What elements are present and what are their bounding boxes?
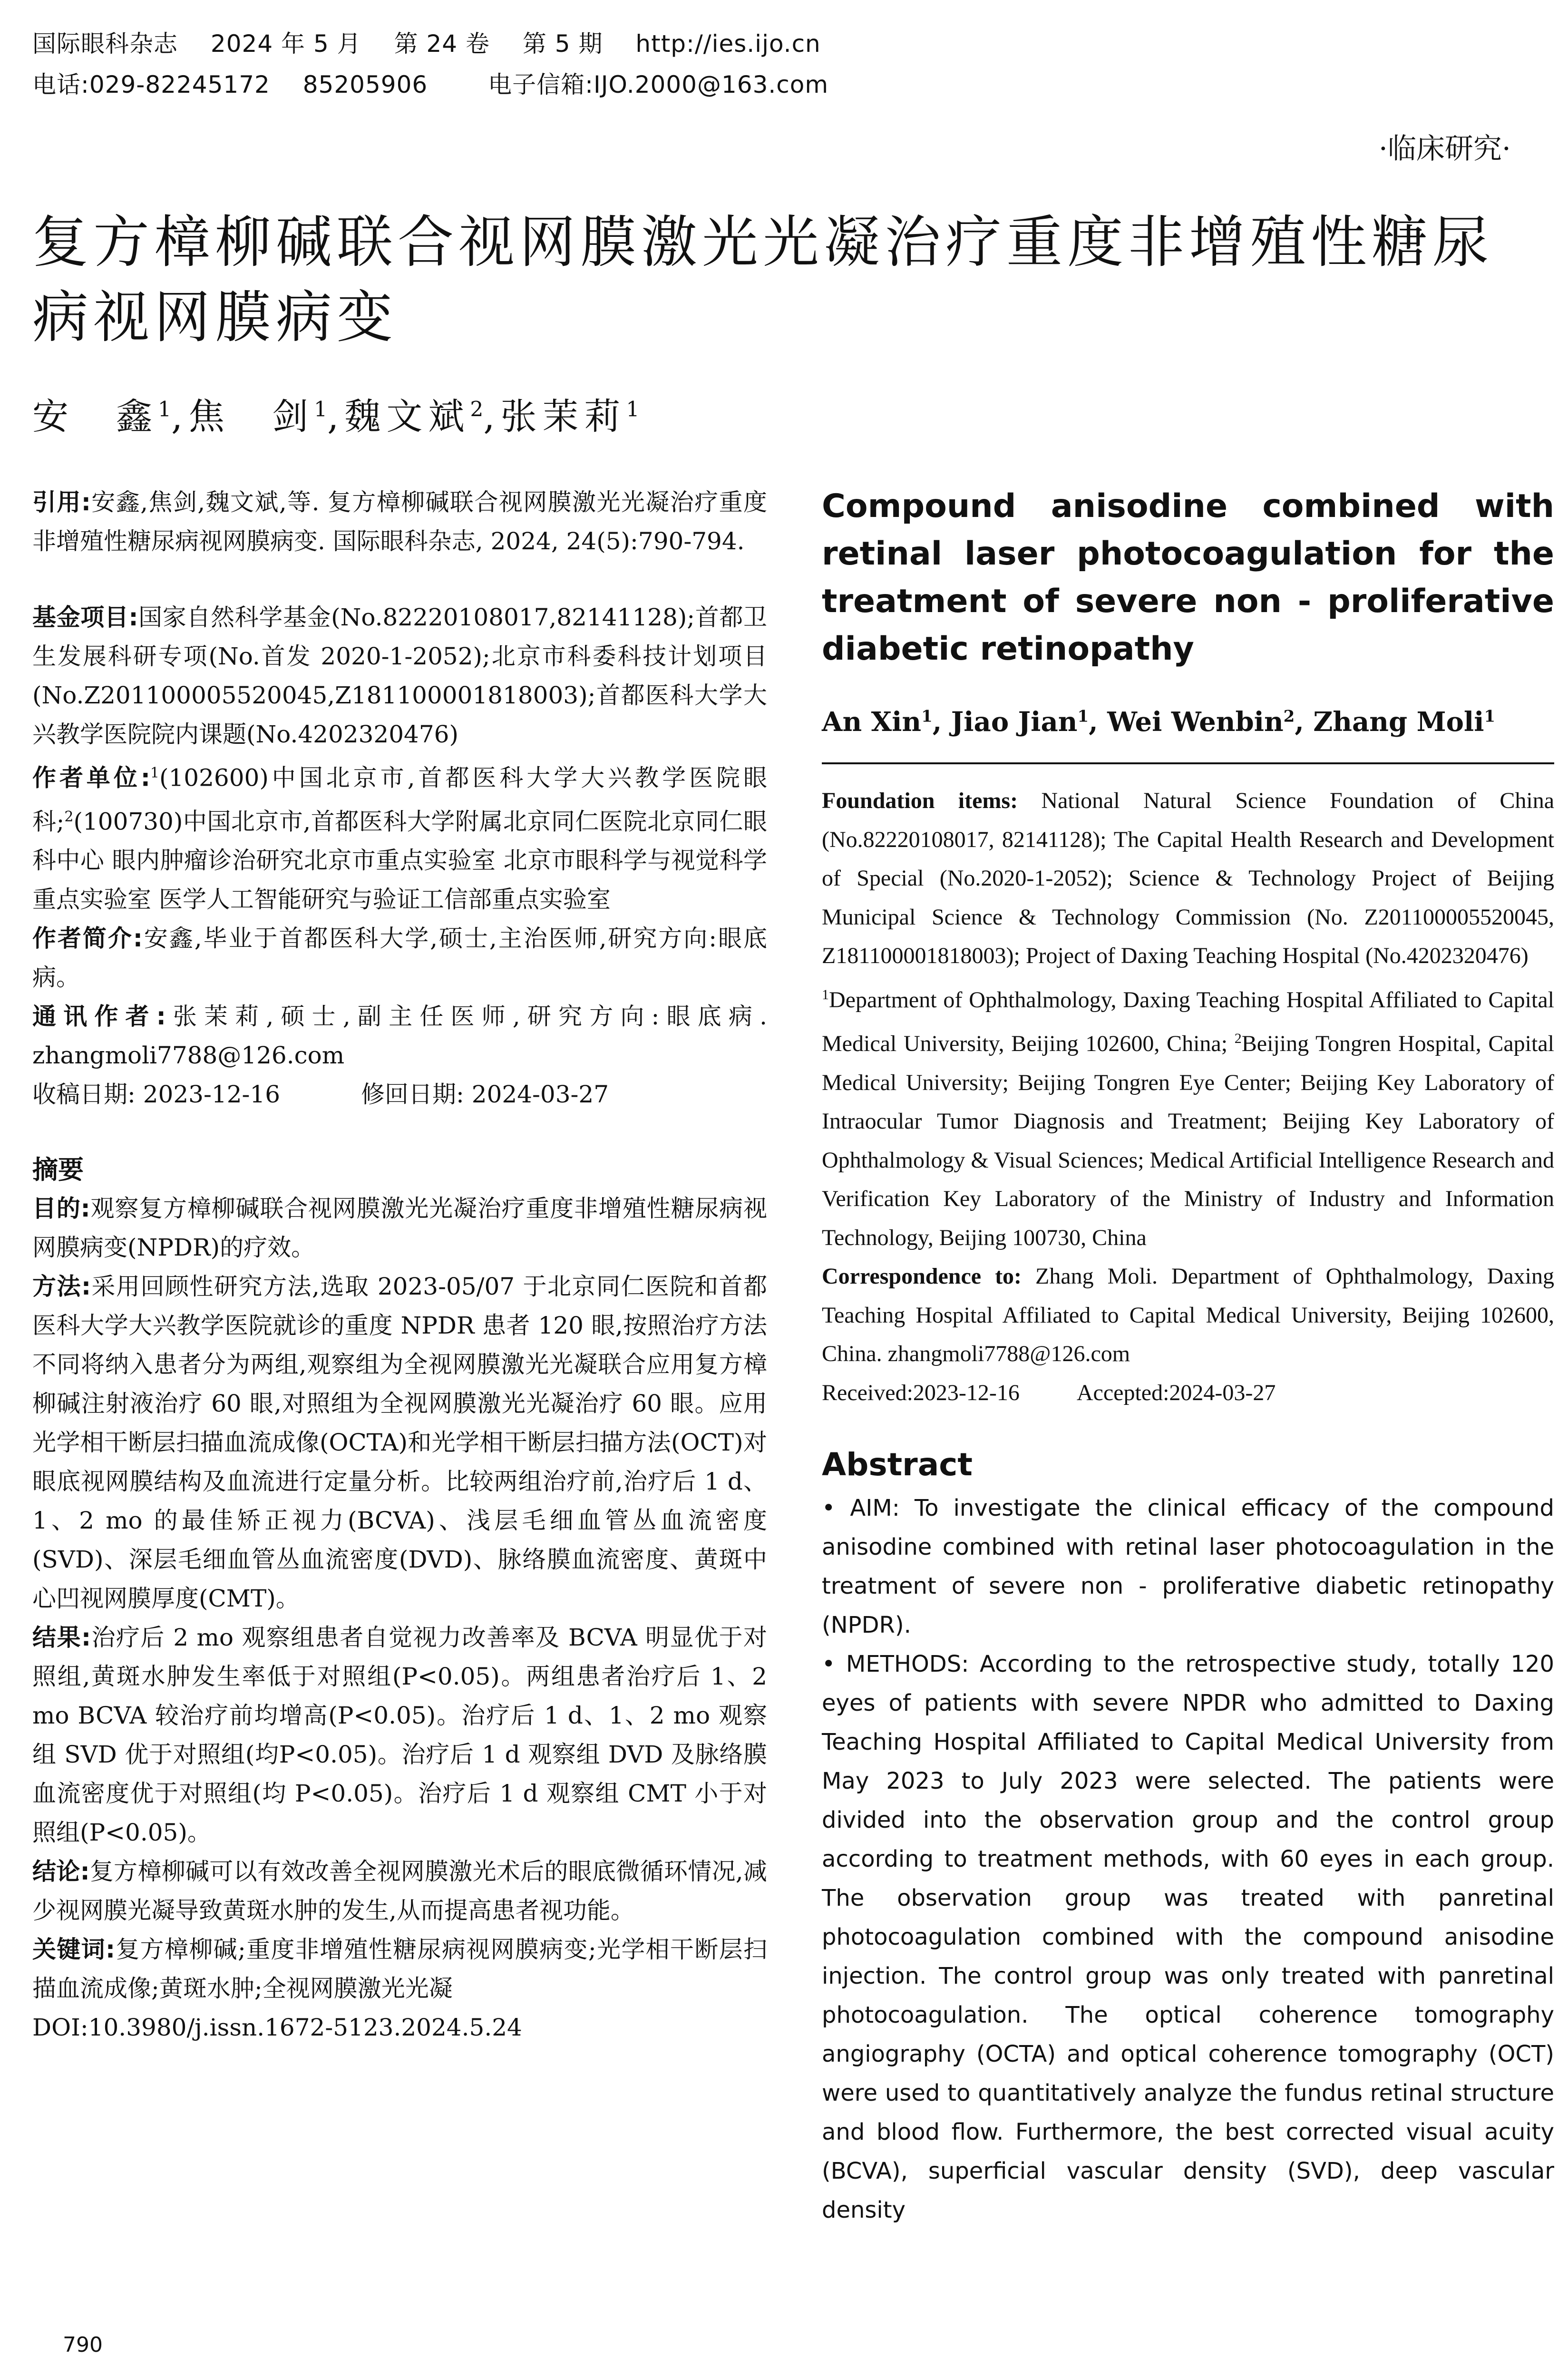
aim-text: 观察复方樟柳碱联合视网膜激光光凝治疗重度非增殖性糖尿病视网膜病变(NPDR)的疗效。: [32, 1195, 768, 1262]
citation: [32, 483, 767, 561]
dates-en: [822, 1374, 1554, 1413]
bio-text: 安鑫,毕业于首都医科大学,硕士,主治医师,研究方向:眼底病。: [32, 925, 768, 992]
affiliations-en: [822, 975, 1554, 1257]
aim-label: 目的:: [32, 1195, 90, 1223]
aff-sup: 2: [1234, 1031, 1242, 1046]
methods-label: 方法:: [32, 1273, 91, 1301]
foundation-text: National Natural Science Foundation of China (No.82220108017, 82141128); The Capital Health Research and Development of Special (No.2020-1-2052); Science & Technology Project of Beijing Municipal Science & Technology Commission (No. Z201100005520045, Z181100001818003); Project of Daxing Teaching Hospital (No.4202320476): [822, 788, 1554, 968]
author-name-en: Jiao Jian: [951, 706, 1078, 738]
author-list-cn: 安 鑫$^1$,焦 剑$^1$,魏文斌$^2$,张茉莉$^1$: [32, 395, 640, 438]
journal-name: 国际眼科杂志: [32, 30, 178, 58]
abstract-methods: [32, 1267, 767, 1618]
running-header-line2: [32, 66, 853, 100]
conclusion-text: 复方樟柳碱可以有效改善全视网膜激光术后的眼底微循环情况,减少视网膜光凝导致黄斑水肿的发生,从而提高患者视功能。: [32, 1858, 767, 1925]
volume: 第 24 卷: [394, 30, 490, 58]
aff-text: Department of Ophthalmology, Daxing Teaching Hospital Affiliated to Capital Medical University, Beijing 102600, China;: [822, 987, 1554, 1056]
divider-rule: [822, 762, 1554, 764]
received-en: Received:2023-12-16: [822, 1380, 1020, 1405]
keywords: [32, 1930, 767, 2008]
corresponding-author: [32, 997, 767, 1075]
email[interactable]: 电子信箱:IJO.2000@163.com: [488, 71, 829, 98]
author-name-en: Wei Wenbin: [1107, 706, 1284, 738]
fund-text: 国家自然科学基金(No.82220108017,82141128);首都卫生发展科研专项(No.首发 2020-1-2052);北京市科委科技计划项目(No.Z201100005520045,Z181100001818003);首都医科大学大兴教学医院院内课题(No.4202320476): [32, 604, 767, 748]
corr-text-en: Zhang Moli. Department of Ophthalmology, Daxing Teaching Hospital Affiliated to Capital Medical University, Beijing 102600, China. zhangmoli7788@126.com: [822, 1264, 1555, 1366]
foundation-items: [822, 781, 1554, 975]
corr-text: 张茉莉,硕士,副主任医师,研究方向:眼底病. zhangmoli7788@126.com: [32, 1003, 767, 1070]
correspondence-en: [822, 1257, 1554, 1374]
author-affil-sup: 1: [158, 397, 171, 422]
article-title-en: Compound anisodine combined with retinal laser photocoagulation for the treatment of severe non - proliferative diabetic retinopathy: [822, 487, 1554, 668]
aff-sup: 1: [822, 986, 829, 1003]
foundation-label: Foundation items:: [822, 788, 1018, 813]
unit-text-2: (100730)中国北京市,首都医科大学附属北京同仁医院北京同仁眼科中心 眼内肿瘤诊治研究北京市重点实验室 北京市眼科学与视觉科学重点实验室 医学人工智能研究与验证工信部重点实验室: [32, 808, 767, 914]
page-number: 790: [63, 2333, 103, 2357]
methods-text: 采用回顾性研究方法,选取 2023-05/07 于北京同仁医院和首都医科大学大兴教学医院就诊的重度 NPDR 患者 120 眼,按照治疗方法不同将纳入患者分为两组,观察组为全视网膜激光光凝联合应用复方樟柳碱注射液治疗 60 眼,对照组为全视网膜激光光凝治疗 60 眼。应用光学相干断层扫描血流成像(OCTA)和光学相干断层扫描方法(OCT)对眼底视网膜结构及血流进行定量分析。比较两组治疗前,治疗后 1 d、1、2 mo 的最佳矫正视力(BCVA)、浅层毛细血管丛血流密度(SVD)、深层毛细血管丛血流密度(DVD)、脉络膜血流密度、黄斑中心凹视网膜厚度(CMT)。: [32, 1273, 767, 1613]
author-list-en: An Xin$^1$, Jiao Jian$^1$, Wei Wenbin$^2$, Zhang Moli$^1$: [822, 706, 1496, 738]
unit-label: 作者单位:: [32, 764, 150, 792]
author-affil-sup: 2: [1283, 707, 1295, 726]
author-name: 安 鑫: [32, 395, 158, 438]
author-name-en: An Xin: [822, 706, 922, 738]
issue-date: 2024 年 5 月: [210, 30, 361, 58]
fund-label: 基金项目:: [32, 604, 138, 631]
keywords-label: 关键词:: [32, 1936, 115, 1964]
phone: 电话:029-82245172: [32, 71, 270, 98]
fund-info: [32, 598, 767, 754]
author-bio: [32, 919, 767, 997]
phone-2: 85205906: [302, 71, 428, 98]
right-column: [822, 483, 1554, 2230]
running-header-line1: [32, 25, 846, 59]
unit-text: (102600)中国北京市,首都医科大学大兴教学医院眼科;: [32, 764, 767, 836]
author-unit: [32, 754, 767, 919]
issue-number: 第 5 期: [522, 30, 603, 58]
bio-label: 作者简介:: [32, 925, 143, 953]
abstract-results: [32, 1618, 767, 1852]
citation-label: 引用:: [32, 488, 91, 516]
corr-label: 通讯作者:: [32, 1003, 166, 1031]
received-date: 收稿日期: 2023-12-16: [32, 1081, 281, 1109]
author-affil-sup: 1: [1484, 707, 1496, 726]
left-column: [32, 483, 767, 2047]
author-affil-sup: 1: [314, 397, 328, 422]
author-name-en: Zhang Moli: [1313, 706, 1484, 738]
abstract-conclusion: [32, 1852, 767, 1930]
corr-label-en: Correspondence to:: [822, 1264, 1022, 1289]
author-affil-sup: 2: [470, 397, 484, 422]
author-affil-sup: 1: [921, 707, 933, 726]
results-text: 治疗后 2 mo 观察组患者自觉视力改善率及 BCVA 明显优于对照组,黄斑水肿发生率低于对照组(P<0.05)。两组患者治疗后 1、2 mo BCVA 较治疗前均增高(P<0.05)。治疗后 1 d、1、2 mo 观察组 SVD 优于对照组(均P<0.05)。治疗后 1 d 观察组 DVD 及脉络膜血流密度优于对照组(均 P<0.05)。治疗后 1 d 观察组 CMT 小于对照组(P<0.05)。: [32, 1624, 768, 1847]
abstract-heading-cn: 摘要: [32, 1155, 84, 1185]
author-name: 魏文斌: [344, 395, 470, 438]
keywords-text: 复方樟柳碱;重度非增殖性糖尿病视网膜病变;光学相干断层扫描血流成像;黄斑水肿;全视网膜激光光凝: [32, 1936, 767, 2003]
abstract-heading-en: Abstract: [822, 1446, 973, 1483]
abstract-methods-en: • METHODS: According to the retrospective study, totally 120 eyes of patients with severe NPDR who admitted to Daxing Teaching Hospital Affiliated to Capital Medical University from May 2023 to July 2023 were selected. The patients were divided into the observation group and the control group according to treatment methods, with 60 eyes in each group. The observation group was treated with panretinal photocoagulation combined with the compound anisodine injection. The control group was only treated with panretinal photocoagulation. The optical coherence tomography angiography (OCTA) and optical coherence tomography (OCT) were used to quantitatively analyze the fundus retinal structure and blood flow. Furthermore, the best corrected visual acuity (BCVA), superficial vascular density (SVD), deep vascular density: [822, 1651, 1554, 2223]
citation-text: 安鑫,焦剑,魏文斌,等. 复方樟柳碱联合视网膜激光光凝治疗重度非增殖性糖尿病视网膜病变. 国际眼科杂志, 2024, 24(5):790-794.: [32, 488, 767, 555]
author-affil-sup: 1: [626, 397, 640, 422]
article-title-cn: 复方樟柳碱联合视网膜激光光凝治疗重度非增殖性糖尿病视网膜病变: [32, 209, 1494, 350]
results-label: 结果:: [32, 1624, 91, 1652]
unit-sup: 2: [64, 808, 74, 825]
revised-date: 修回日期: 2024-03-27: [361, 1081, 609, 1109]
abstract-aim: [32, 1189, 767, 1267]
abstract-aim-en: • AIM: To investigate the clinical efficacy of the compound anisodine combined with retinal laser photocoagulation in the treatment of severe non - proliferative diabetic retinopathy (NPDR).: [822, 1495, 1554, 1638]
aff-text-2: Beijing Tongren Hospital, Capital Medical University; Beijing Tongren Eye Center; Beijing Key Laboratory of Intraocular Tumor Diagnosis and Treatment; Beijing Key Laboratory of Ophthalmology & Visual Sciences; Medical Artificial Intelligence Research and Verification Key Laboratory of the Ministry of Industry and Information Technology, Beijing 100730, China: [822, 1031, 1554, 1250]
accepted-en: Accepted:2024-03-27: [1076, 1380, 1276, 1405]
author-name: 焦 剑: [188, 395, 314, 438]
doi[interactable]: DOI:10.3980/j.issn.1672-5123.2024.5.24: [32, 2014, 522, 2042]
author-affil-sup: 1: [1077, 707, 1089, 726]
section-tag: ·临床研究·: [1378, 132, 1511, 166]
author-name: 张茉莉: [500, 395, 626, 438]
conclusion-label: 结论:: [32, 1858, 90, 1886]
unit-sup: 1: [150, 765, 159, 781]
dates-cn: [32, 1075, 767, 1114]
journal-url[interactable]: http://ies.ijo.cn: [635, 30, 821, 58]
